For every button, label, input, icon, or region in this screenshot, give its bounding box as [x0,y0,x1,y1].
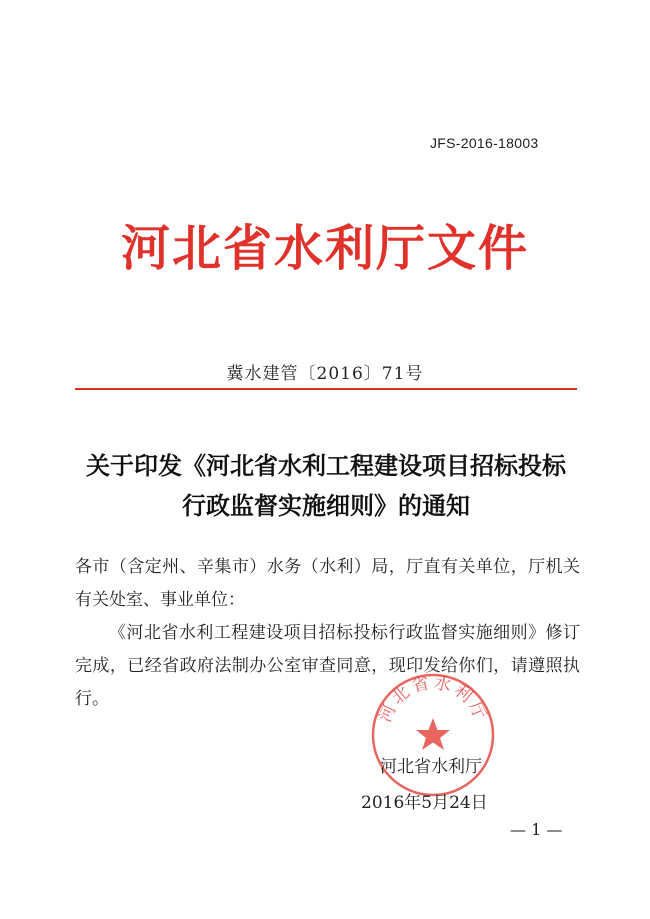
seal-text: 河北省水利厅 [375,672,491,726]
seal-star-icon [416,718,450,750]
notice-title [75,446,577,526]
document-number: 冀水建管〔2016〕71号 [226,364,424,384]
document-code: JFS-2016-18003 [430,135,539,151]
issue-date: 2016年5月24日 [361,793,488,813]
document-header-title: 河北省水利厅文件 [120,220,529,277]
issuer-name: 河北省水利厅 [380,757,482,777]
notice-title-line-2: 行政监督实施细则》的通知 [182,491,470,520]
body-paragraph: 《河北省水利工程建设项目招标投标行政监督实施细则》修订完成，已经省政府法制办公室审查同意，现印发给你们，请遵照执行。 [75,623,580,709]
notice-title-line-1: 关于印发《河北省水利工程建设项目招标投标 [86,451,566,480]
addressee-paragraph: 各市（含定州、辛集市）水务（水利）局，厅直有关单位，厅机关有关处室、事业单位： [75,557,580,610]
svg-text:河北省水利厅 [375,673,491,725]
page-number: — 1 — [510,820,563,839]
official-seal-icon [368,670,498,800]
red-divider-line [75,388,577,390]
